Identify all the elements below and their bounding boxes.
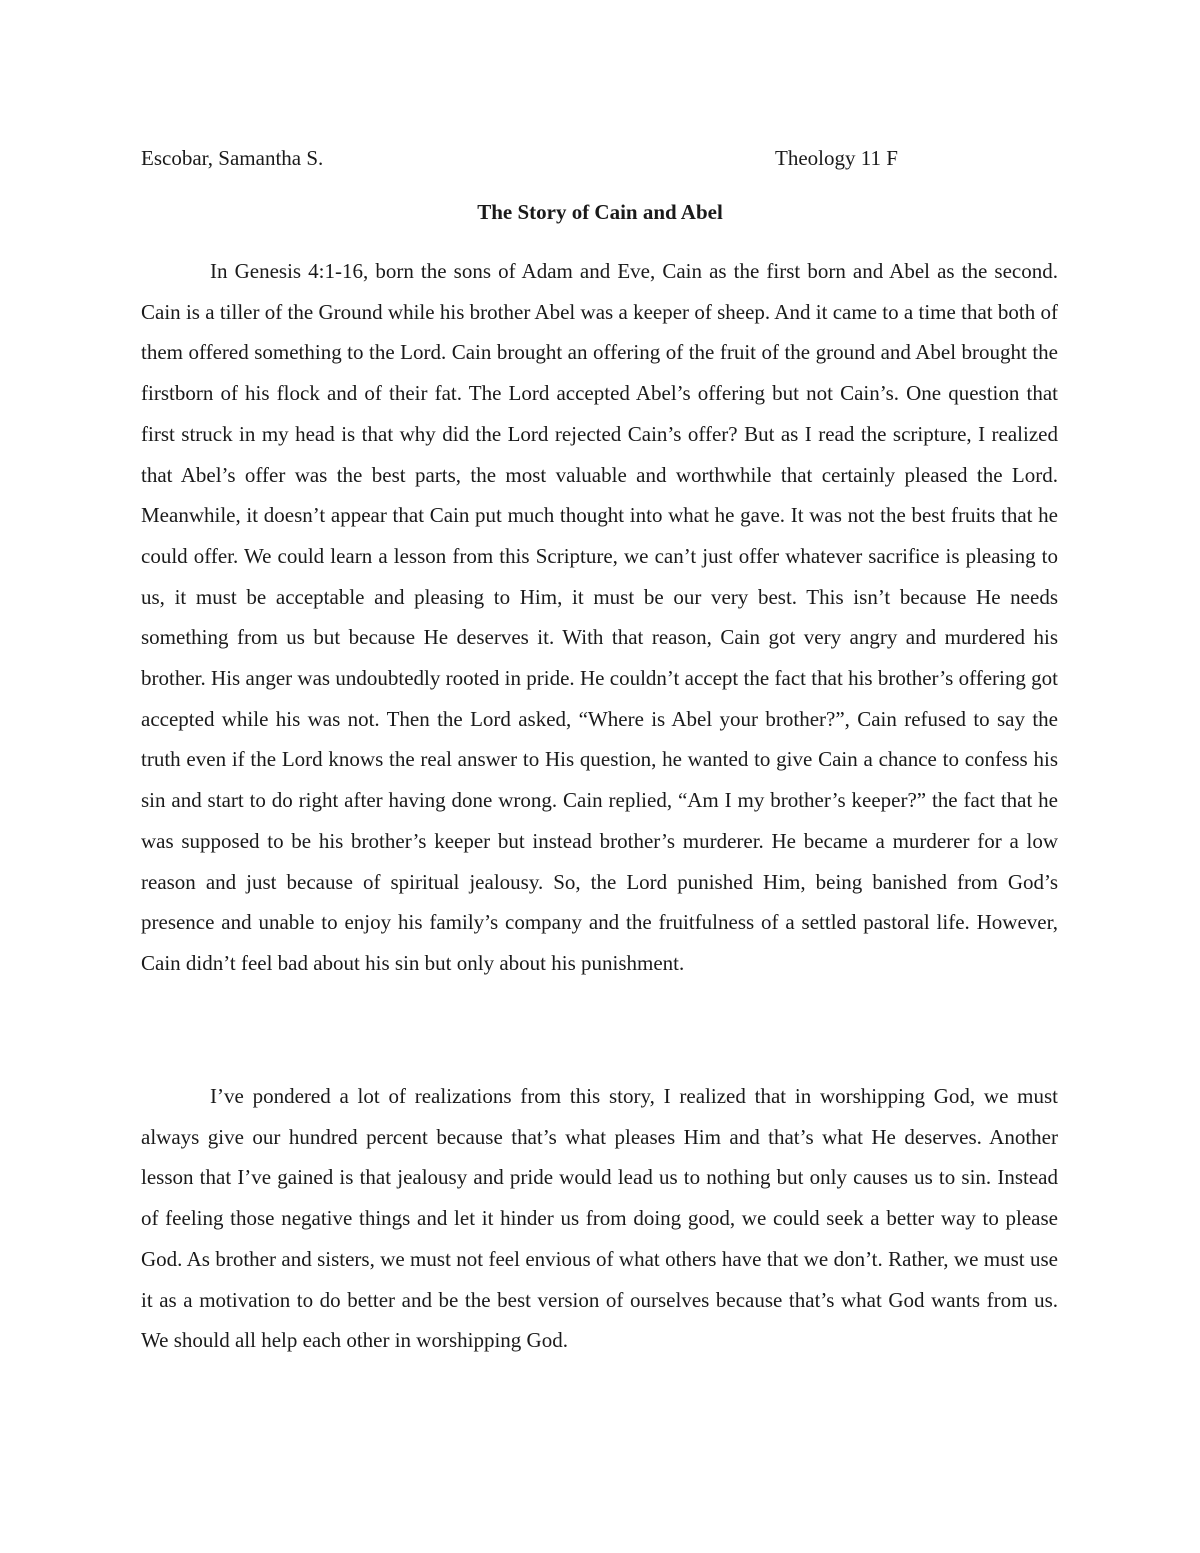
course-name: Theology 11 F (775, 146, 898, 170)
body-paragraph-2: I’ve pondered a lot of realizations from this story, I realized that in worshipping God, we must always give our hundred percent because that’s what pleases Him and that’s what He deserves. Another lesson that I’ve gained is that jealousy and pride would lead us to nothing but only causes us to sin. Instead of feeling those negative things and let it hinder us from doing good, we could seek a better way to please God. As brother and sisters, we must not feel envious of what others have that we don’t. Rather, we must use it as a motivation to do better and be the best version of ourselves because that’s what God wants from us. We should all help each other in worshipping God. (141, 1084, 1058, 1353)
body-paragraph-1: In Genesis 4:1-16, born the sons of Adam and Eve, Cain as the first born and Abel as the second. Cain is a tiller of the Ground while his brother Abel was a keeper of sheep. And it came to a time that both of them offered something to the Lord. Cain brought an offering of the fruit of the ground and Abel brought the firstborn of his flock and of their fat. The Lord accepted Abel’s offering but not Cain’s. One question that first struck in my head is that why did the Lord rejected Cain’s offer? But as I read the scripture, I realized that Abel’s offer was the best parts, the most valuable and worthwhile that certainly pleased the Lord. Meanwhile, it doesn’t appear that Cain put much thought into what he gave. It was not the best fruits that he could offer. We could learn a lesson from this Scripture, we can’t just offer whatever sacrifice is pleasing to us, it must be acceptable and pleasing to Him, it must be our very best. This isn’t because He needs something from us but because He deserves it. With that reason, Cain got very angry and murdered his brother. His anger was undoubtedly rooted in pride. He couldn’t accept the fact that his brother’s offering got accepted while his was not. Then the Lord asked, “Where is Abel your brother?”, Cain refused to say the truth even if the Lord knows the real answer to His question, he wanted to give Cain a chance to confess his sin and start to do right after having done wrong. Cain replied, “Am I my brother’s keeper?” the fact that he was supposed to be his brother’s keeper but instead brother’s murderer. He became a murderer for a low reason and just because of spiritual jealousy. So, the Lord punished Him, being banished from God’s presence and unable to enjoy his family’s company and the fruitfulness of a settled pastoral life. However, Cain didn’t feel bad about his sin but only about his punishment. (141, 259, 1058, 975)
document-title: The Story of Cain and Abel (477, 200, 723, 224)
document-header (141, 146, 1061, 176)
author-name: Escobar, Samantha S. (141, 146, 324, 170)
